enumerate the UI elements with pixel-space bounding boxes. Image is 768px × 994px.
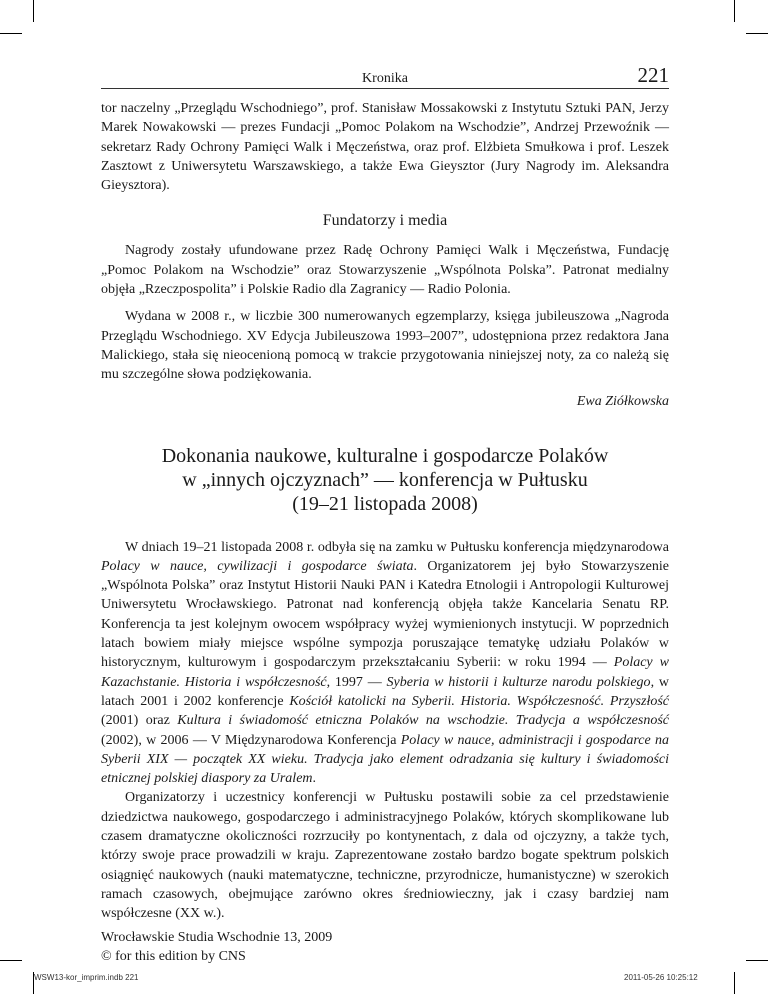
italic-title-run: Polacy w nauce, administracji i gospodarce na Syberii XIX — początek XX wieku. Tradycja jako element odradzania się kultury i świadomości etnicznej polskiej diaspory za Uralem bbox=[101, 732, 670, 787]
article-paragraph-2: Organizatorzy i uczestnicy konferencji w Pułtusku postawili sobie za cel przedstawienie dziedzictwa naukowego, gospodarczego i administracyjnego Polaków, których skomplikowane lub czasem dramatyczne okoliczności rozrzuciły po kontynentach, z dala od ojczyzny, a także tych, którzy swoje prace prowadzili w kraju. Zaprezentowane zostało bardzo bogate spektrum polskich osiągnięć naukowych (nauki matematyczne, techniczne, przyrodnicze, humanistyczne) w szerokich ramach czasowych, obejmujące zarówno okres średniowieczny, jak i czasy bardziej nam współczesne (XX w.). bbox=[101, 790, 669, 922]
page-content bbox=[101, 62, 669, 924]
article-title-line-3: (19–21 listopada 2008) bbox=[292, 492, 478, 515]
book-paragraph: Wydana w 2008 r., w liczbie 300 numerowanych egzemplarzy, księga jubileuszowa „Nagroda Przeglądu Wschodniego. XV Edycja Jubileuszowa 1993–2007”, udostępniona przez redaktora Jana Malickiego, stała się nieocenioną pomocą w trakcie przygotowania niniejszej noty, za co należą się mu szczególne słowa podziękowania. bbox=[101, 309, 669, 383]
page-number: 221 bbox=[637, 63, 669, 87]
text-run: , w latach 2001 i 2002 konferencje bbox=[101, 674, 669, 709]
article-title-line-2: w „innych ojczyznach” — konferencja w Pułtusku bbox=[182, 468, 588, 491]
crop-mark-right-top bbox=[746, 33, 768, 34]
article-title bbox=[101, 444, 669, 516]
copyright-line: © for this edition by CNS bbox=[101, 949, 246, 964]
author-signature: Ewa Ziółkowska bbox=[576, 393, 669, 409]
print-slug-file: WSW13-kor_imprim.indb 221 bbox=[34, 973, 139, 982]
italic-title-run: Syberia w historii i kulturze narodu polskiego bbox=[386, 674, 651, 690]
italic-title-run: Kościół katolicki na Syberii. Historia. Współczesność. Przyszłość bbox=[289, 693, 669, 709]
running-head bbox=[101, 62, 669, 89]
italic-title-run: Polacy w Kazachstanie. Historia i współczesność bbox=[101, 655, 669, 690]
italic-title-run: Polacy w nauce, cywilizacji i gospodarce świata bbox=[101, 558, 414, 574]
section-heading: Fundatorzy i media bbox=[322, 212, 448, 230]
crop-mark-left-bottom bbox=[0, 960, 22, 961]
funders-paragraph: Nagrody zostały ufundowane przez Radę Ochrony Pamięci Walk i Męczeństwa, Fundację „Pomoc Polakom na Wschodzie” oraz Stowarzyszenie „Wspólnota Polska”. Patronat medialny objęła „Rzeczpospolita” i Polskie Radio dla Zagranicy — Radio Polonia. bbox=[101, 243, 669, 298]
journal-citation: Wrocławskie Studia Wschodnie 13, 2009 bbox=[101, 930, 333, 945]
running-head-title: Kronika bbox=[362, 71, 408, 86]
intro-paragraph: tor naczelny „Przeglądu Wschodniego”, prof. Stanisław Mossakowski z Instytutu Sztuki PAN, Jerzy Marek Nowakowski — prezes Fundacji „Pomoc Polakom na Wschodzie”, Andrzej Przewoźnik — sekretarz Rady Ochrony Pamięci Walk i Męczeństwa, oraz prof. Elżbieta Smułkowa i prof. Leszek Zasztowt z Uniwersytetu Warszawskiego, a także Ewa Gieysztor (Jury Nagrody im. Aleksandra Gieysztora). bbox=[101, 101, 669, 194]
text-run: W dniach 19–21 listopada 2008 r. odbyła się na zamku w Pułtusku konferencja międzynarodowa bbox=[125, 539, 669, 555]
article-title-line-1: Dokonania naukowe, kulturalne i gospodarcze Polaków bbox=[161, 444, 609, 467]
text-run: (2002), w 2006 — V Międzynarodowa Konferencja bbox=[101, 732, 401, 748]
journal-footer bbox=[101, 928, 332, 966]
crop-mark-top-left bbox=[33, 0, 34, 22]
text-run: (2001) oraz bbox=[101, 713, 178, 729]
text-run: , 1997 — bbox=[326, 674, 387, 690]
italic-title-run: Kultura i świadomość etniczna Polaków na wschodzie. Tradycja a współczesność bbox=[177, 713, 670, 729]
crop-mark-right-bottom bbox=[746, 960, 768, 961]
print-slug-date: 2011-05-26 10:25:12 bbox=[624, 973, 698, 982]
text-run: . Organizatorem jej było Stowarzyszenie „Wspólnota Polska” oraz Instytut Historii Nauki PAN i Katedra Etnologii i Antropologii Kulturowej Uniwersytetu Wrocławskiego. Patronat nad konferencją objęła także Kancelaria Senatu RP. Konferencja ta jest kolejnym owocem współpracy wyżej wymienionych instytucji. W poprzednich latach bowiem miały miejsce wspólne sympozja poruszające tematykę udziału Polaków w historycznym, kulturowym i gospodarczym przekształcaniu Syberii: w roku 1994 — bbox=[101, 558, 669, 671]
crop-mark-top-right bbox=[734, 0, 735, 22]
crop-mark-bottom-right bbox=[734, 972, 735, 994]
crop-mark-left-top bbox=[0, 33, 22, 34]
article-paragraph-1 bbox=[101, 538, 669, 789]
text-run: . bbox=[312, 771, 317, 787]
